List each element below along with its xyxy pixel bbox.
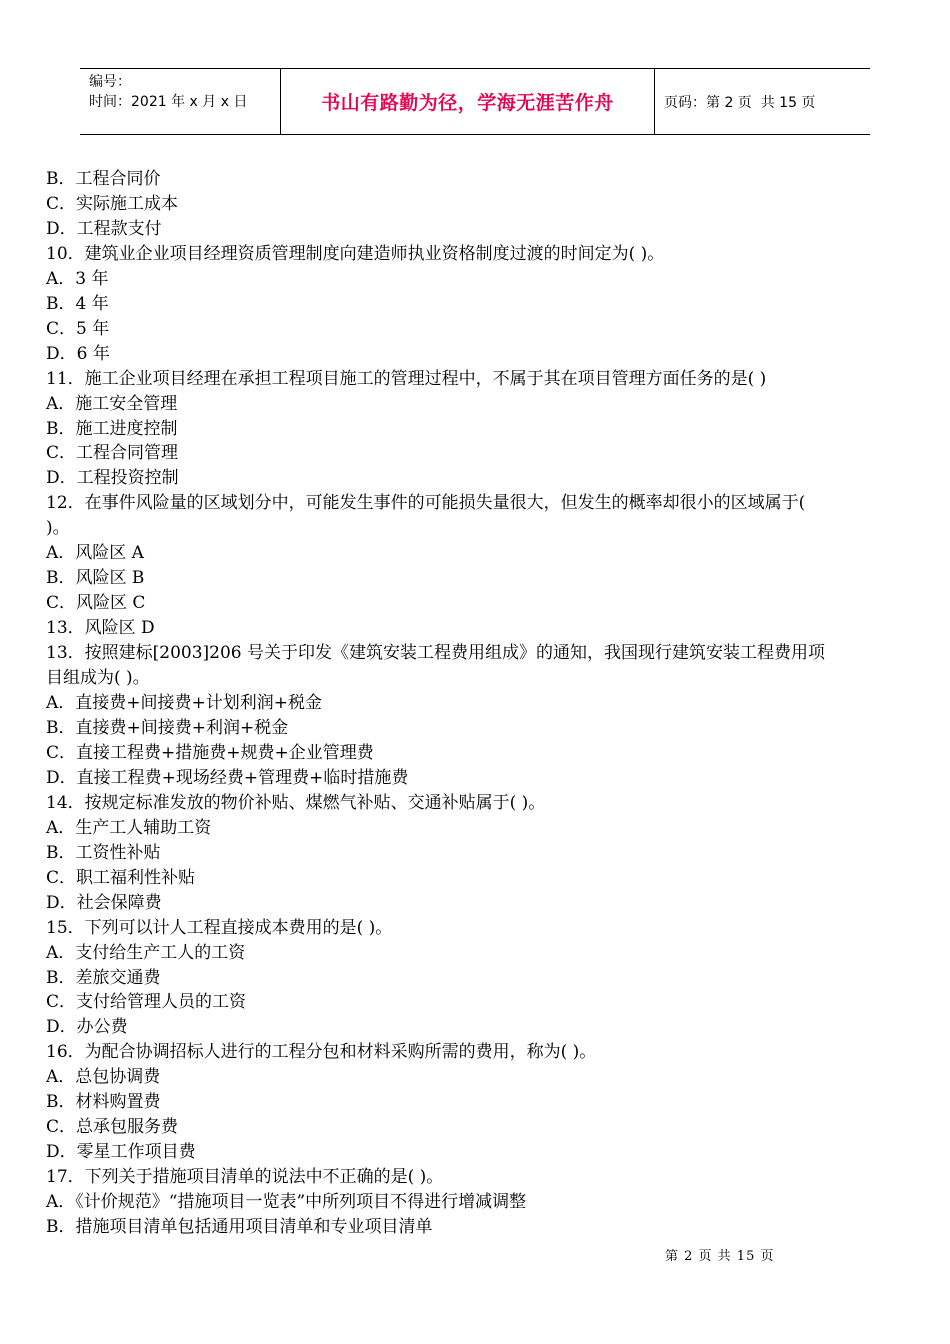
text-line: 13．风险区 D: [46, 618, 155, 639]
question-line: 11．施工企业项目经理在承担工程项目施工的管理过程中，不属于其在项目管理方面任务的是( ): [46, 368, 767, 389]
text-line: D．6 年: [46, 343, 110, 364]
text-line: B．措施项目清单包括通用项目清单和专业项目清单: [46, 1217, 433, 1238]
text-line: A．直接费+间接费+计划利润+税金: [46, 693, 323, 714]
text-line: C．总承包服务费: [46, 1117, 179, 1138]
text-line: C．直接工程费+措施费+规费+企业管理费: [46, 742, 374, 763]
header-page-label: 页码：第 2 页 共 15 页: [664, 94, 816, 111]
question-line: 13．按照建标[2003]206 号关于印发《建筑安装工程费用组成》的通知，我国现行建筑安装工程费用项: [46, 643, 826, 664]
text-line: C．职工福利性补贴: [46, 867, 196, 888]
text-line: A．生产工人辅助工资: [46, 817, 212, 838]
question-line: 15．下列可以计人工程直接成本费用的是( )。: [46, 917, 393, 938]
text-line: C．5 年: [46, 318, 110, 339]
text-line: D．办公费: [46, 1017, 128, 1038]
question-line: 17．下列关于措施项目清单的说法中不正确的是( )。: [46, 1167, 444, 1188]
text-line: D．社会保障费: [46, 892, 162, 913]
text-line: B．直接费+间接费+利润+税金: [46, 717, 289, 738]
text-line: B．材料购置费: [46, 1092, 161, 1113]
header-motto: 书山有路勤为径，学海无涯苦作舟: [281, 69, 655, 134]
question-line: 14．按规定标准发放的物价补贴、煤燃气补贴、交通补贴属于( )。: [46, 792, 546, 813]
question-line: 12．在事件风险量的区域划分中，可能发生事件的可能损失量很大，但发生的概率却很小的区域属于(: [46, 493, 806, 514]
text-line: B．工资性补贴: [46, 842, 161, 863]
text-line: A．《计价规范》“措施项目一览表”中所列项目不得进行增减调整: [46, 1192, 527, 1213]
date-label: 时间：2021 年 x 月 x 日: [89, 94, 248, 110]
text-line: )。: [46, 518, 70, 539]
text-line: D．零星工作项目费: [46, 1142, 196, 1163]
text-line: D．工程投资控制: [46, 468, 179, 489]
text-line: C．风险区 C: [46, 593, 146, 614]
text-line: A．支付给生产工人的工资: [46, 942, 246, 963]
text-line: A．总包协调费: [46, 1067, 161, 1088]
text-line: D．工程款支付: [46, 218, 162, 239]
text-line: B．风险区 B: [46, 568, 145, 589]
page-footer: 第 2 页 共 15 页: [665, 1249, 775, 1264]
text-line: B．4 年: [46, 293, 109, 314]
question-line: 10．建筑业企业项目经理资质管理制度向建造师执业资格制度过渡的时间定为( )。: [46, 243, 665, 264]
text-line: C．工程合同管理: [46, 443, 179, 464]
text-line: C．支付给管理人员的工资: [46, 992, 247, 1013]
text-line: B．工程合同价: [46, 169, 161, 189]
page-header: [80, 68, 870, 135]
text-line: C．实际施工成本: [46, 193, 179, 214]
text-line: B．差旅交通费: [46, 967, 161, 988]
header-page-info: [655, 69, 870, 134]
text-line: D．直接工程费+现场经费+管理费+临时措施费: [46, 767, 409, 788]
document-number-label: 编号：: [89, 74, 131, 90]
text-line: A．施工安全管理: [46, 393, 178, 414]
question-line: 16．为配合协调招标人进行的工程分包和材料采购所需的费用，称为( )。: [46, 1042, 597, 1063]
text-line: 目组成为( )。: [46, 668, 150, 689]
text-line: A．3 年: [46, 268, 109, 289]
document-body: [46, 167, 908, 1240]
text-line: B．施工进度控制: [46, 418, 178, 439]
header-meta: [80, 69, 281, 134]
text-line: A．风险区 A: [46, 543, 144, 564]
